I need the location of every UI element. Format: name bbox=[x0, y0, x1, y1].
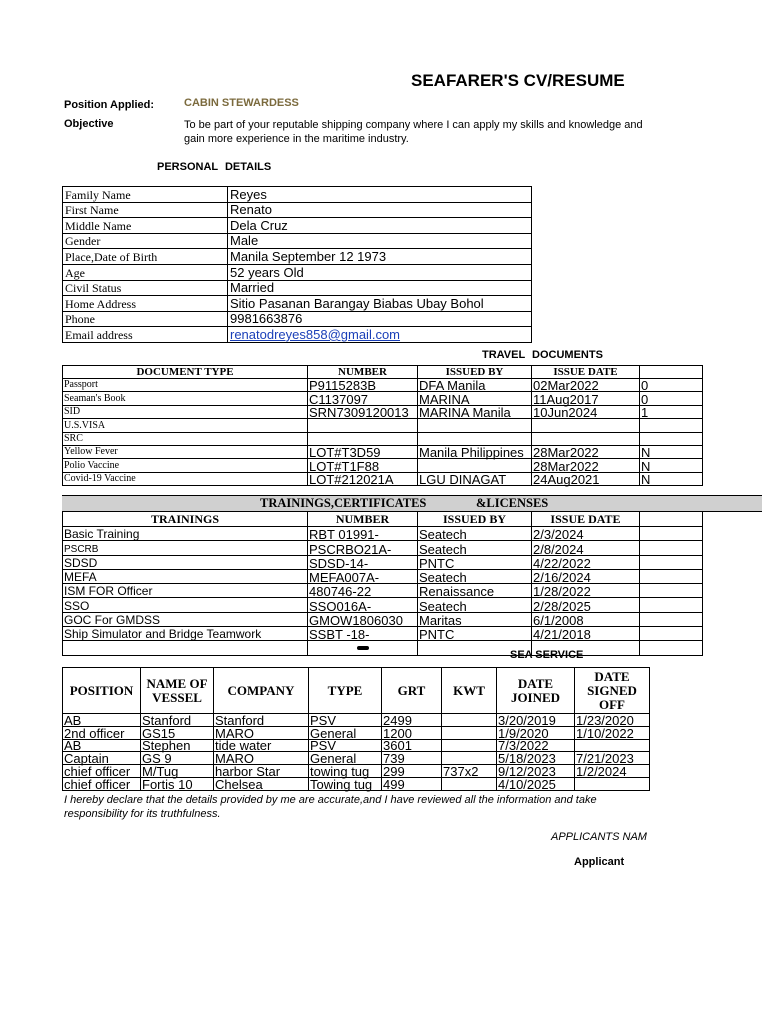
personal-label: Age bbox=[63, 264, 228, 280]
training-cell bbox=[640, 569, 703, 583]
document-cell: N bbox=[640, 459, 703, 472]
training-row bbox=[63, 641, 703, 655]
sea-service-cell: 1/23/2020 bbox=[575, 714, 650, 727]
sea-service-header: TYPE bbox=[309, 668, 382, 714]
sea-service-header: NAME OF VESSEL bbox=[141, 668, 214, 714]
personal-label: Family Name bbox=[63, 187, 228, 203]
personal-value: Manila September 12 1973 bbox=[228, 249, 532, 265]
sea-service-cell: MARO bbox=[214, 752, 309, 765]
training-row bbox=[63, 527, 703, 541]
trainings-header: ISSUE DATE bbox=[532, 512, 640, 527]
sea-service-cell: chief officer bbox=[63, 777, 141, 790]
sea-service-row bbox=[63, 752, 650, 765]
document-cell: 11Aug2017 bbox=[532, 392, 640, 405]
training-cell: GMOW1806030 bbox=[308, 612, 418, 626]
document-type: Covid-19 Vaccine bbox=[63, 472, 308, 485]
training-cell: Maritas bbox=[418, 612, 532, 626]
document-cell: MARINA Manila bbox=[418, 405, 532, 418]
document-cell: SRN7309120013 bbox=[308, 405, 418, 418]
personal-row bbox=[63, 249, 532, 265]
training-cell: Seatech bbox=[418, 541, 532, 555]
personal-label: Civil Status bbox=[63, 280, 228, 296]
document-cell: 10Jun2024 bbox=[532, 405, 640, 418]
training-name: Ship Simulator and Bridge Teamwork bbox=[63, 627, 308, 641]
personal-row bbox=[63, 311, 532, 327]
sea-service-header: DATE JOINED bbox=[497, 668, 575, 714]
sea-service-cell: Stanford bbox=[141, 714, 214, 727]
applicant-label: Applicant bbox=[574, 856, 625, 868]
document-type: Passport bbox=[63, 379, 308, 392]
sea-service-cell: 7/21/2023 bbox=[575, 752, 650, 765]
sea-service-cell: 739 bbox=[382, 752, 442, 765]
travel-header: ISSUE DATE bbox=[532, 366, 640, 379]
sea-service-cell: 9/12/2023 bbox=[497, 765, 575, 778]
sea-service-cell: 7/3/2022 bbox=[497, 739, 575, 752]
training-cell bbox=[640, 541, 703, 555]
sea-service-cell: 1/10/2022 bbox=[575, 726, 650, 739]
sea-service-cell: tide water bbox=[214, 739, 309, 752]
document-cell: N bbox=[640, 445, 703, 458]
dash-mark bbox=[357, 646, 369, 650]
training-cell: 2/16/2024 bbox=[532, 569, 640, 583]
training-cell: Seatech bbox=[418, 598, 532, 612]
personal-label: Place,Date of Birth bbox=[63, 249, 228, 265]
training-cell bbox=[640, 598, 703, 612]
document-cell bbox=[532, 432, 640, 445]
training-cell: 480746-22 bbox=[308, 584, 418, 598]
personal-label: First Name bbox=[63, 202, 228, 218]
training-cell: 2/28/2025 bbox=[532, 598, 640, 612]
training-cell: Renaissance bbox=[418, 584, 532, 598]
training-name: GOC For GMDSS bbox=[63, 612, 308, 626]
document-cell: 28Mar2022 bbox=[532, 445, 640, 458]
personal-details-table bbox=[62, 186, 532, 343]
training-cell bbox=[640, 641, 703, 655]
travel-row bbox=[63, 405, 703, 418]
sea-service-cell: 5/18/2023 bbox=[497, 752, 575, 765]
sea-service-cell: Towing tug bbox=[309, 777, 382, 790]
sea-service-row bbox=[63, 739, 650, 752]
travel-header: ISSUED BY bbox=[418, 366, 532, 379]
sea-service-cell: MARO bbox=[214, 726, 309, 739]
document-cell: 0 bbox=[640, 379, 703, 392]
personal-row bbox=[63, 233, 532, 249]
training-cell: 2/8/2024 bbox=[532, 541, 640, 555]
document-cell: 28Mar2022 bbox=[532, 459, 640, 472]
travel-header: DOCUMENT TYPE bbox=[63, 366, 308, 379]
training-cell: 1/28/2022 bbox=[532, 584, 640, 598]
sea-service-header: COMPANY bbox=[214, 668, 309, 714]
sea-service-cell: General bbox=[309, 752, 382, 765]
training-cell: SDSD-14- bbox=[308, 555, 418, 569]
travel-row bbox=[63, 459, 703, 472]
training-cell: 4/22/2022 bbox=[532, 555, 640, 569]
sea-service-cell: Chelsea bbox=[214, 777, 309, 790]
document-cell: 0 bbox=[640, 392, 703, 405]
training-cell bbox=[640, 612, 703, 626]
sea-service-cell bbox=[575, 739, 650, 752]
applicant-name-label: APPLICANTS NAM bbox=[551, 831, 647, 843]
document-cell: 02Mar2022 bbox=[532, 379, 640, 392]
sea-service-cell: 1/2/2024 bbox=[575, 765, 650, 778]
document-cell bbox=[640, 419, 703, 432]
document-cell: LOT#T3D59 bbox=[308, 445, 418, 458]
document-cell: 24Aug2021 bbox=[532, 472, 640, 485]
sea-service-cell: 737x2 bbox=[442, 765, 497, 778]
document-type: SRC bbox=[63, 432, 308, 445]
training-cell: 4/21/2018 bbox=[532, 627, 640, 641]
sea-service-cell: AB bbox=[63, 714, 141, 727]
sea-service-cell: 1200 bbox=[382, 726, 442, 739]
travel-row bbox=[63, 392, 703, 405]
document-cell: P9115283B bbox=[308, 379, 418, 392]
training-cell bbox=[640, 627, 703, 641]
personal-value: Renato bbox=[228, 202, 532, 218]
trainings-table bbox=[62, 511, 703, 656]
sea-service-cell: 2499 bbox=[382, 714, 442, 727]
personal-value: Married bbox=[228, 280, 532, 296]
personal-row bbox=[63, 187, 532, 203]
document-type: Polio Vaccine bbox=[63, 459, 308, 472]
trainings-header bbox=[640, 512, 703, 527]
document-cell: DFA Manila bbox=[418, 379, 532, 392]
sea-service-cell: 299 bbox=[382, 765, 442, 778]
document-cell bbox=[308, 432, 418, 445]
training-row bbox=[63, 584, 703, 598]
sea-service-header: KWT bbox=[442, 668, 497, 714]
training-cell: PNTC bbox=[418, 555, 532, 569]
sea-service-cell: General bbox=[309, 726, 382, 739]
document-cell bbox=[418, 459, 532, 472]
sea-service-cell: 3601 bbox=[382, 739, 442, 752]
training-row bbox=[63, 612, 703, 626]
sea-service-cell: chief officer bbox=[63, 765, 141, 778]
document-type: SID bbox=[63, 405, 308, 418]
document-cell bbox=[640, 432, 703, 445]
travel-row bbox=[63, 472, 703, 485]
travel-header: NUMBER bbox=[308, 366, 418, 379]
sea-service-cell: harbor Star bbox=[214, 765, 309, 778]
sea-service-table bbox=[62, 667, 650, 791]
document-type: Yellow Fever bbox=[63, 445, 308, 458]
document-cell: MARINA bbox=[418, 392, 532, 405]
sea-service-row bbox=[63, 777, 650, 790]
document-cell: LOT#212021A bbox=[308, 472, 418, 485]
travel-row bbox=[63, 445, 703, 458]
sea-service-cell: Stanford bbox=[214, 714, 309, 727]
sea-service-cell: 4/10/2025 bbox=[497, 777, 575, 790]
sea-service-cell: 3/20/2019 bbox=[497, 714, 575, 727]
trainings-banner-right: &LICENSES bbox=[476, 496, 549, 510]
sea-service-cell: PSV bbox=[309, 739, 382, 752]
personal-value: Male bbox=[228, 233, 532, 249]
training-name: MEFA bbox=[63, 569, 308, 583]
trainings-header: NUMBER bbox=[308, 512, 418, 527]
training-cell bbox=[640, 584, 703, 598]
personal-label: Middle Name bbox=[63, 218, 228, 234]
document-cell bbox=[418, 432, 532, 445]
sea-service-row bbox=[63, 765, 650, 778]
document-cell bbox=[308, 419, 418, 432]
personal-row bbox=[63, 202, 532, 218]
training-cell: PNTC bbox=[418, 627, 532, 641]
declaration-text: I hereby declare that the details provided by me are accurate,and I have reviewed all the information and take responsibility for its truthfulness. bbox=[64, 794, 597, 820]
sea-service-cell bbox=[575, 777, 650, 790]
training-row bbox=[63, 555, 703, 569]
training-cell: PSCRBO21A- bbox=[308, 541, 418, 555]
training-name: SDSD bbox=[63, 555, 308, 569]
sea-service-cell: GS15 bbox=[141, 726, 214, 739]
personal-value: 52 years Old bbox=[228, 264, 532, 280]
trainings-banner-left: TRAININGS,CERTIFICATES bbox=[260, 496, 427, 510]
sea-service-cell bbox=[442, 714, 497, 727]
training-name bbox=[63, 641, 308, 655]
personal-label: Home Address bbox=[63, 296, 228, 312]
training-name: Basic Training bbox=[63, 527, 308, 541]
personal-label: Email address bbox=[63, 327, 228, 343]
training-cell: Seatech bbox=[418, 527, 532, 541]
personal-value: 9981663876 bbox=[228, 311, 532, 327]
training-cell: 6/1/2008 bbox=[532, 612, 640, 626]
personal-value: Sitio Pasanan Barangay Biabas Ubay Bohol bbox=[228, 296, 532, 312]
travel-header bbox=[640, 366, 703, 379]
document-cell: C1137097 bbox=[308, 392, 418, 405]
sea-service-cell: 499 bbox=[382, 777, 442, 790]
document-cell bbox=[532, 419, 640, 432]
position-applied-value: CABIN STEWARDESS bbox=[184, 97, 299, 109]
sea-service-cell: Stephen bbox=[141, 739, 214, 752]
document-type: Seaman's Book bbox=[63, 392, 308, 405]
training-cell bbox=[640, 527, 703, 541]
training-row bbox=[63, 627, 703, 641]
sea-service-cell: AB bbox=[63, 739, 141, 752]
sea-service-cell: Captain bbox=[63, 752, 141, 765]
sea-service-cell: PSV bbox=[309, 714, 382, 727]
sea-service-cell: 1/9/2020 bbox=[497, 726, 575, 739]
training-cell: SSO016A- bbox=[308, 598, 418, 612]
document-cell: 1 bbox=[640, 405, 703, 418]
sea-service-cell bbox=[442, 777, 497, 790]
personal-row bbox=[63, 296, 532, 312]
sea-service-cell: Fortis 10 bbox=[141, 777, 214, 790]
personal-label: Phone bbox=[63, 311, 228, 327]
personal-label: Gender bbox=[63, 233, 228, 249]
sea-service-header: DATE SIGNED OFF bbox=[575, 668, 650, 714]
training-name: ISM FOR Officer bbox=[63, 584, 308, 598]
personal-row bbox=[63, 218, 532, 234]
sea-service-heading: SEA SERVICE bbox=[510, 649, 584, 661]
sea-service-cell: towing tug bbox=[309, 765, 382, 778]
document-cell bbox=[418, 419, 532, 432]
sea-service-cell: M/Tug bbox=[141, 765, 214, 778]
travel-documents-section bbox=[62, 365, 649, 493]
training-cell: RBT 01991- bbox=[308, 527, 418, 541]
objective-text: To be part of your reputable shipping company where I can apply my skills and knowledge and gain more experience in the maritime industry. bbox=[184, 119, 643, 145]
trainings-banner bbox=[62, 495, 762, 512]
personal-value: Reyes bbox=[228, 187, 532, 203]
training-cell: MEFA007A- bbox=[308, 569, 418, 583]
document-cell: Manila Philippines bbox=[418, 445, 532, 458]
sea-service-cell bbox=[442, 752, 497, 765]
document-type: U.S.VISA bbox=[63, 419, 308, 432]
objective-label: Objective bbox=[64, 118, 114, 130]
travel-documents-heading: TRAVEL DOCUMENTS bbox=[482, 349, 603, 361]
personal-row bbox=[63, 327, 532, 343]
trainings-header: TRAININGS bbox=[63, 512, 308, 527]
training-row bbox=[63, 598, 703, 612]
sea-service-section bbox=[62, 667, 649, 792]
trainings-section bbox=[62, 495, 649, 648]
trainings-header: ISSUED BY bbox=[418, 512, 532, 527]
sea-service-cell: GS 9 bbox=[141, 752, 214, 765]
training-cell: SSBT -18- bbox=[308, 627, 418, 641]
training-cell bbox=[640, 555, 703, 569]
personal-row bbox=[63, 264, 532, 280]
sea-service-cell: 2nd officer bbox=[63, 726, 141, 739]
email-link[interactable]: renatodreyes858@gmail.com bbox=[228, 327, 532, 343]
sea-service-header: GRT bbox=[382, 668, 442, 714]
personal-value: Dela Cruz bbox=[228, 218, 532, 234]
document-cell: LGU DINAGAT bbox=[418, 472, 532, 485]
travel-row bbox=[63, 379, 703, 392]
travel-row bbox=[63, 419, 703, 432]
sea-service-cell bbox=[442, 739, 497, 752]
document-title: SEAFARER'S CV/RESUME bbox=[411, 71, 625, 90]
sea-service-row bbox=[63, 714, 650, 727]
position-applied-label: Position Applied: bbox=[64, 99, 155, 111]
personal-row bbox=[63, 280, 532, 296]
training-name: SSO bbox=[63, 598, 308, 612]
travel-row bbox=[63, 432, 703, 445]
training-name: PSCRB bbox=[63, 541, 308, 555]
travel-documents-table bbox=[62, 365, 703, 486]
sea-service-header: POSITION bbox=[63, 668, 141, 714]
document-cell: N bbox=[640, 472, 703, 485]
training-cell: 2/3/2024 bbox=[532, 527, 640, 541]
sea-service-cell bbox=[442, 726, 497, 739]
sea-service-row bbox=[63, 726, 650, 739]
training-row bbox=[63, 569, 703, 583]
personal-details-heading: PERSONAL DETAILS bbox=[157, 161, 272, 173]
training-row bbox=[63, 541, 703, 555]
training-cell: Seatech bbox=[418, 569, 532, 583]
document-cell: LOT#T1F88 bbox=[308, 459, 418, 472]
